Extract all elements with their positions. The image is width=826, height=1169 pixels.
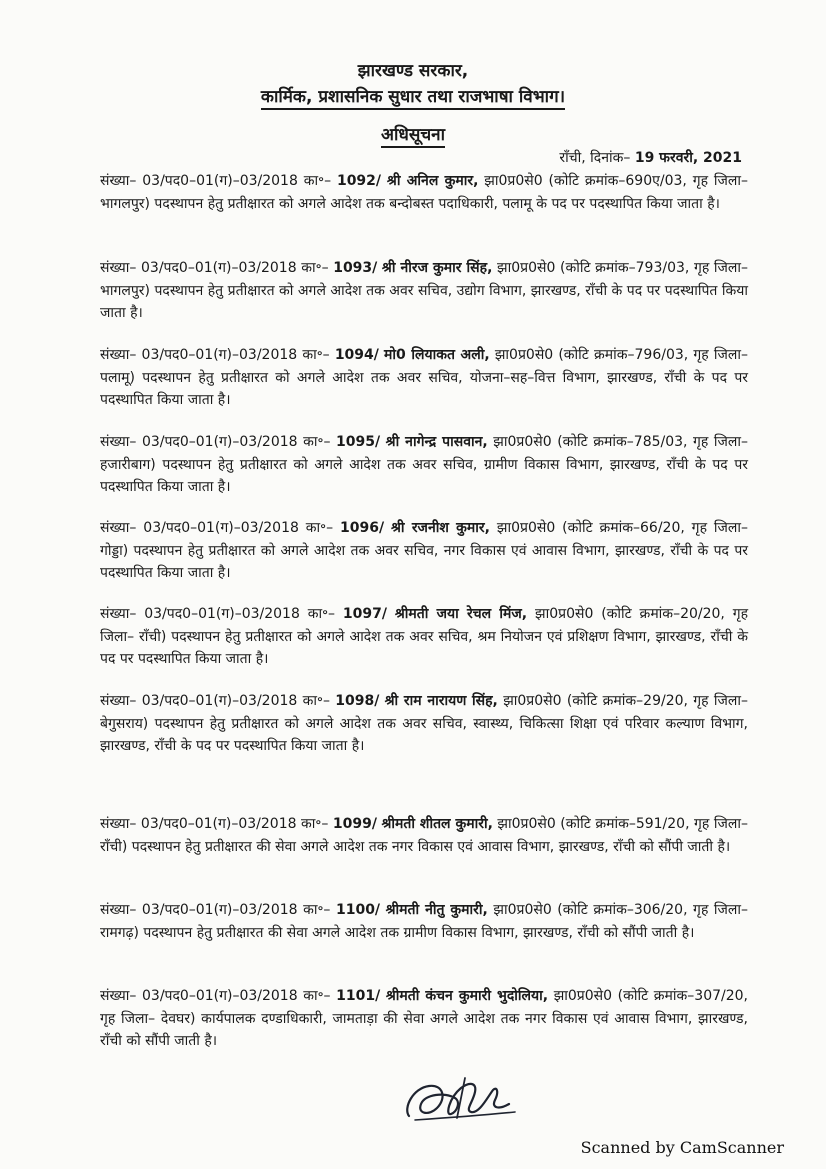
entry-number: 1097/ [342,606,387,622]
entry-1096 [100,517,748,585]
date-line [559,148,742,167]
entry-body: झा0प्र0से0 (कोटि क्रमांक–591/20, गृह जिला– राँची) पदस्थापन हेतु प्रतीक्षारत की सेवा अगले आदेश तक नगर विकास एवं आवास विभाग, झारखण्ड, राँची को सौंपी जाती है। [100,816,748,855]
entry-body: झा0प्र0से0 (कोटि क्रमांक–796/03, गृह जिला– पलामू) पदस्थापन हेतु प्रतीक्षारत को अगले आदेश तक अवर सचिव, योजना–सह–वित्त विभाग, झारखण्ड, राँची के पद पर पदस्थापित किया जाता है। [100,347,748,408]
entry-ref: संख्या– 03/पद0–01(ग)–03/2018 का॰– [100,902,331,918]
entry-number: 1092/ [336,173,382,189]
entry-ref: संख्या– 03/पद0–01(ग)–03/2018 का॰– [100,173,332,189]
entry-ref: संख्या– 03/पद0–01(ग)–03/2018 का॰– [100,693,330,709]
entry-body: झा0प्र0से0 (कोटि क्रमांक–306/20, गृह जिला– रामगढ़) पदस्थापन हेतु प्रतीक्षारत की सेवा अगले आदेश तक ग्रामीण विकास विभाग, झारखण्ड, राँची को सौंपी जाती है। [100,902,749,941]
department-name-text: कार्मिक, प्रशासनिक सुधार तथा राजभाषा विभाग। [261,87,565,110]
entry-name: श्रीमती जया रेचल मिंज, [394,606,528,622]
department-name [0,84,826,107]
entry-ref: संख्या– 03/पद0–01(ग)–03/2018 का॰– [100,606,336,622]
entry-number: 1095/ [336,434,381,450]
entry-1092 [100,170,748,215]
govt-name: झारखण्ड सरकार, [357,61,469,81]
entry-number: 1093/ [333,260,378,276]
entry-name: श्री नागेन्द्र पासवान, [385,434,488,450]
entry-1100 [100,899,748,944]
entry-ref: संख्या– 03/पद0–01(ग)–03/2018 का॰– [100,260,329,276]
date-value: 19 फरवरी, 2021 [634,150,742,166]
entry-body: झा0प्र0से0 (कोटि क्रमांक–307/20, गृह जिला– देवघर) कार्यपालक दण्डाधिकारी, जामताड़ा की सेवा अगले आदेश तक नगर विकास एवं आवास विभाग, झारखण्ड, राँची को सौंपी जाती है। [100,988,748,1049]
entry-body: झा0प्र0से0 (कोटि क्रमांक–66/20, गृह जिला– गोड्डा) पदस्थापन हेतु प्रतीक्षारत को अगले आदेश तक अवर सचिव, नगर विकास एवं आवास विभाग, झारखण्ड, राँची के पद पर पदस्थापित किया जाता है। [100,520,749,581]
entry-number: 1094/ [334,347,379,363]
scanner-watermark: Scanned by CamScanner [580,1138,784,1157]
entry-name: श्रीमती नीतु कुमारी, [385,902,488,918]
entry-name: श्रीमती कंचन कुमारी भुदोलिया, [385,988,549,1004]
entry-1101 [100,985,748,1053]
entry-number: 1098/ [335,693,380,709]
signature-icon [395,1068,525,1130]
notification-title [0,122,826,145]
entry-name: श्री रजनीश कुमार, [390,520,490,536]
entry-number: 1099/ [332,816,377,832]
entry-1098 [100,690,748,758]
entry-number: 1100/ [335,902,381,918]
entry-ref: संख्या– 03/पद0–01(ग)–03/2018 का॰– [100,816,329,832]
entry-name: श्री नीरज कुमार सिंह, [381,260,493,276]
entry-ref: संख्या– 03/पद0–01(ग)–03/2018 का॰– [100,434,331,450]
entry-ref: संख्या– 03/पद0–01(ग)–03/2018 का॰– [100,520,334,536]
entry-name: श्रीमती शीतल कुमारी, [381,816,493,832]
entry-body: झा0प्र0से0 (कोटि क्रमांक–20/20, गृह जिला– राँची) पदस्थापन हेतु प्रतीक्षारत को अगले आदेश तक अवर सचिव, श्रम नियोजन एवं प्रशिक्षण विभाग, झारखण्ड, राँची के पद पर पदस्थापित किया जाता है। [100,606,749,667]
entry-name: श्री राम नारायण सिंह, [384,693,498,709]
entry-name: श्री अनिल कुमार, [386,173,479,189]
date-label: राँची, दिनांक– [559,150,631,166]
entry-body: झा0प्र0से0 (कोटि क्रमांक–793/03, गृह जिला– भागलपुर) पदस्थापन हेतु प्रतीक्षारत को अगले आदेश तक अवर सचिव, उद्योग विभाग, झारखण्ड, राँची के पद पर पदस्थापित किया जाता है। [100,260,749,321]
entry-body: झा0प्र0से0 (कोटि क्रमांक–29/20, गृह जिला– बेगुसराय) पदस्थापन हेतु प्रतीक्षारत को अगले आदेश तक अवर सचिव, स्वास्थ्य, चिकित्सा शिक्षा एवं परिवार कल्याण विभाग, झारखण्ड, राँची के पद पर पदस्थापित किया जाता है। [100,693,749,754]
entry-name: मो0 लियाकत अली, [384,347,490,363]
entry-body: झा0प्र0से0 (कोटि क्रमांक–690ए/03, गृह जिला– भागलपुर) पदस्थापन हेतु प्रतीक्षारत को अगले आदेश तक बन्दोबस्त पदाधिकारी, पलामू के पद पर पदस्थापित किया जाता है। [100,173,749,212]
entry-number: 1101/ [336,988,381,1004]
entry-1095 [100,431,748,499]
entry-body: झा0प्र0से0 (कोटि क्रमांक–785/03, गृह जिला– हजारीबाग) पदस्थापन हेतु प्रतीक्षारत को अगले आदेश तक अवर सचिव, ग्रामीण विकास विभाग, झारखण्ड, राँची के पद पर पदस्थापित किया जाता है। [100,434,749,495]
entry-ref: संख्या– 03/पद0–01(ग)–03/2018 का॰– [100,988,331,1004]
notification-title-text: अधिसूचना [381,125,445,148]
entry-1099 [100,813,748,858]
entry-number: 1096/ [340,520,385,536]
entry-1097 [100,603,748,671]
entry-1094 [100,344,748,412]
entry-1093 [100,257,748,325]
entry-ref: संख्या– 03/पद0–01(ग)–03/2018 का॰– [100,347,330,363]
